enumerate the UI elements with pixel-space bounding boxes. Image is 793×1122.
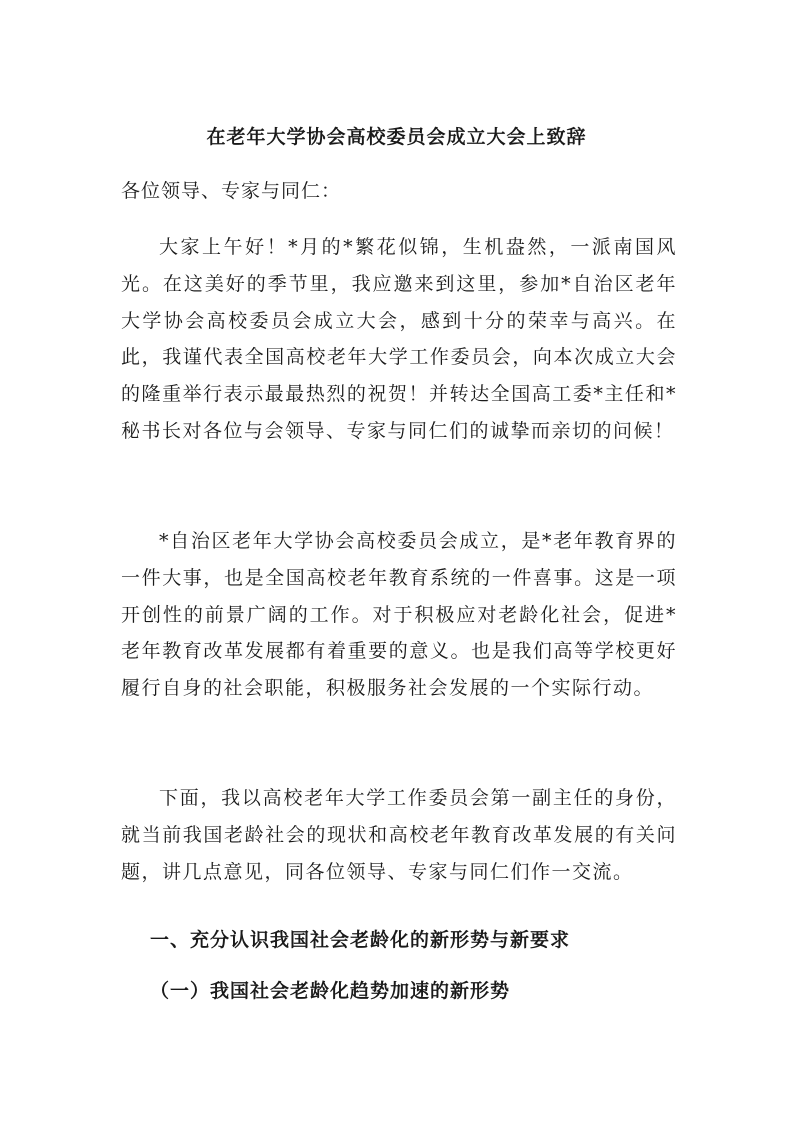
subsection-heading: （一）我国社会老龄化趋势加速的新形势	[150, 980, 511, 1002]
salutation: 各位领导、专家与同仁：	[121, 180, 342, 202]
paragraph-3: 下面，我以高校老年大学工作委员会第一副主任的身份，就当前我国老龄社会的现状和高校老年教育改革发展的有关问题，讲几点意见，同各位领导、专家与同仁们作一交流。	[121, 787, 677, 883]
section-heading: 一、充分认识我国社会老龄化的新形势与新要求	[150, 929, 571, 951]
document-title: 在老年大学协会高校委员会成立大会上致辞	[206, 126, 587, 148]
paragraph-1: 大家上午好！*月的*繁花似锦，生机盎然，一派南国风光。在这美好的季节里，我应邀来到这里，参加*自治区老年大学协会高校委员会成立大会，感到十分的荣幸与高兴。在此，我谨代表全国高校老年大学工作委员会，向本次成立大会的隆重举行表示最最热烈的祝贺！并转达全国高工委*主任和*秘书长对各位与会领导、专家与同仁们的诚挚而亲切的问候！	[121, 236, 677, 442]
paragraph-2: *自治区老年大学协会高校委员会成立，是*老年教育界的一件大事，也是全国高校老年教育系统的一件喜事。这是一项开创性的前景广阔的工作。对于积极应对老龄化社会，促进*老年教育改革发展都有着重要的意义。也是我们高等学校更好履行自身的社会职能，积极服务社会发展的一个实际行动。	[121, 530, 677, 700]
